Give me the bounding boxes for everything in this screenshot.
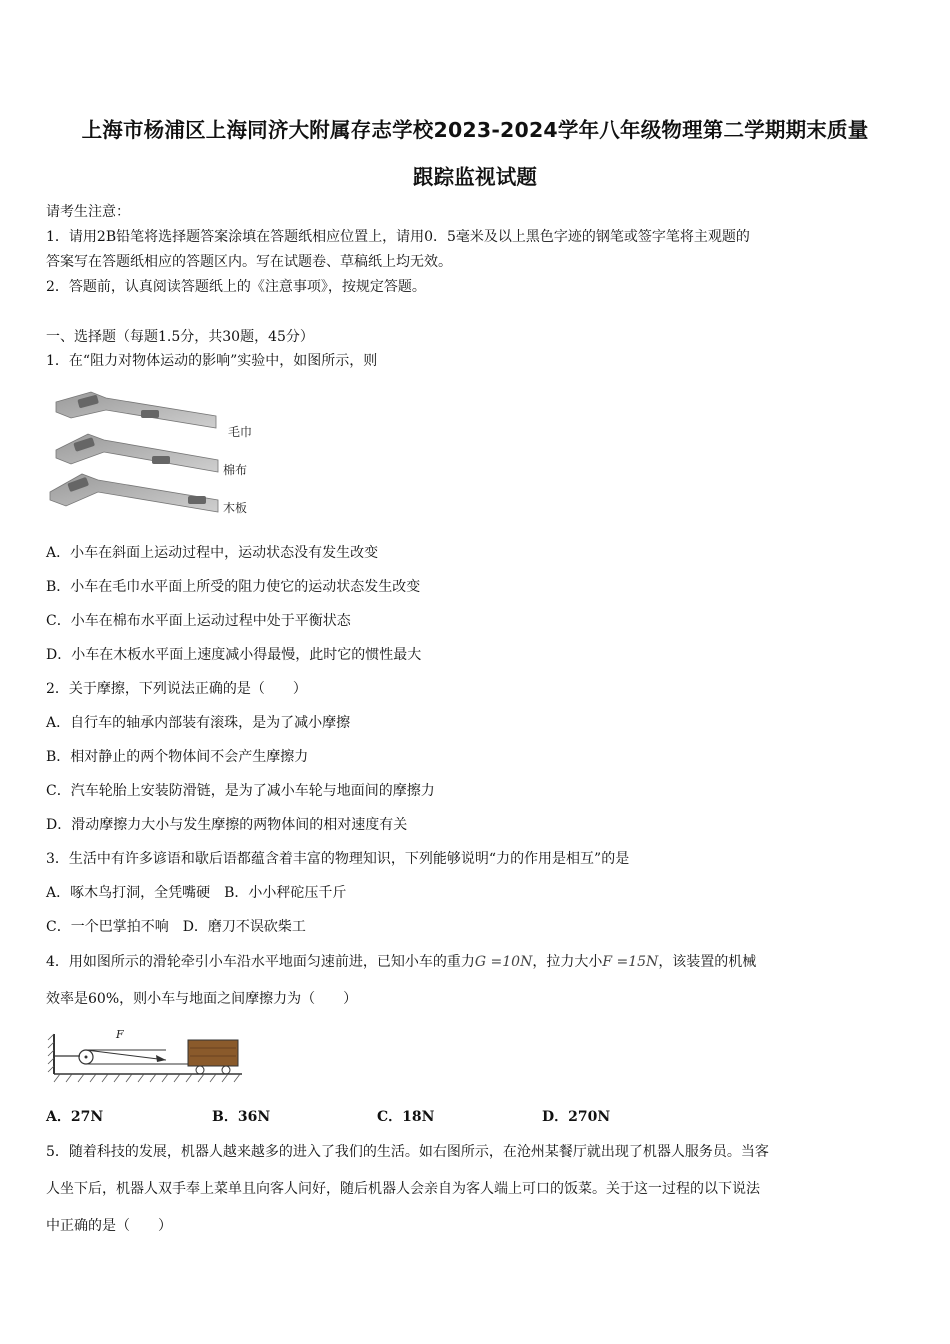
q4-option-c: C．18N [377,1109,435,1125]
q4-option-a: A．27N [46,1109,104,1125]
car-icon [141,410,159,418]
q4-option-b: B．36N [212,1109,271,1125]
q5-line3: 中正确的是（ ） [46,1218,172,1234]
exam-title-line1: 上海市杨浦区上海同济大附属存志学校2023-2024学年八年级物理第二学期期末质量 [81,118,869,142]
label-cotton: 棉布 [223,463,248,477]
cart-wheel [222,1066,230,1074]
notice-item-1b: 答案写在答题纸相应的答题区内。写在试题卷、草稿纸上均无效。 [46,254,452,270]
q4-option-d: D．270N [542,1109,611,1125]
notice-item-1a: 1．请用2B铅笔将选择题答案涂填在答题纸相应位置上，请用0．5毫米及以上黑色字迹的钢笔或签字笔将主观题的 [46,229,750,245]
rope-pull [86,1050,166,1060]
q4-force-value: F =15N [602,954,659,970]
label-towel: 毛巾 [228,425,253,439]
q2-option-d: D．滑动摩擦力大小与发生摩擦的两物体间的相对速度有关 [46,817,408,833]
q5-line1: 5．随着科技的发展，机器人越来越多的进入了我们的生活。如右图所示，在沧州某餐厅就出现了机器人服务员。当客 [46,1144,769,1160]
q3-options-row2: C．一个巴掌拍不响 D．磨刀不误砍柴工 [46,919,306,935]
notice-item-2: 2．答题前，认真阅读答题纸上的《注意事项》，按规定答题。 [46,279,426,295]
cart-body [188,1040,238,1066]
q3-options-row1: A．啄木鸟打洞，全凭嘴硬 B．小小秤砣压千斤 [46,885,347,901]
label-wood: 木板 [223,501,248,515]
ramp-wood [50,474,218,512]
ramp-cotton [56,434,218,472]
q4-pulley-figure [46,1024,246,1088]
q4-stem-line1 [46,953,756,971]
ramp-towel [56,392,216,428]
car-icon [188,496,206,504]
exam-title-line2: 跟踪监视试题 [412,165,538,189]
q2-option-c: C．汽车轮胎上安装防滑链，是为了减小车轮与地面间的摩擦力 [46,783,435,799]
q2-option-b: B．相对静止的两个物体间不会产生摩擦力 [46,749,309,765]
q1-option-a: A．小车在斜面上运动过程中，运动状态没有发生改变 [46,545,379,561]
q1-option-d: D．小车在木板水平面上速度减小得最慢，此时它的惯性最大 [46,647,422,663]
q4-stem-part-c: ，该装置的机械 [658,954,757,970]
section-heading: 一、选择题（每题1.5分，共30题，45分） [46,329,314,345]
notice-heading: 请考生注意： [46,204,130,220]
car-icon [152,456,170,464]
ground-hatching [54,1074,240,1082]
q4-stem-part-b: ，拉力大小 [532,954,603,970]
q5-line2: 人坐下后，机器人双手奉上菜单且向客人问好，随后机器人会亲自为客人端上可口的饭菜。关于这一过程的以下说法 [46,1181,760,1197]
q2-option-a: A．自行车的轴承内部装有滚珠，是为了减小摩擦 [46,715,351,731]
q1-stem: 1．在“阻力对物体运动的影响”实验中，如图所示，则 [46,353,378,369]
q1-option-b: B．小车在毛巾水平面上所受的阻力使它的运动状态发生改变 [46,579,421,595]
force-label: F [116,1028,124,1041]
q4-stem-line2: 效率是60%，则小车与地面之间摩擦力为（ ） [46,991,358,1007]
q3-stem: 3．生活中有许多谚语和歇后语都蕴含着丰富的物理知识，下列能够说明“力的作用是相互”的是 [46,851,630,867]
q1-ramp-figure [46,388,266,520]
q2-stem: 2．关于摩擦，下列说法正确的是（ ） [46,681,307,697]
q4-stem-part-a: 4．用如图所示的滑轮牵引小车沿水平地面匀速前进，已知小车的重力 [46,954,475,970]
cart-wheel [196,1066,204,1074]
q4-gravity-value: G =10N [474,954,533,970]
force-arrow [156,1055,166,1062]
pulley-center [85,1056,88,1059]
q1-option-c: C．小车在棉布水平面上运动过程中处于平衡状态 [46,613,351,629]
